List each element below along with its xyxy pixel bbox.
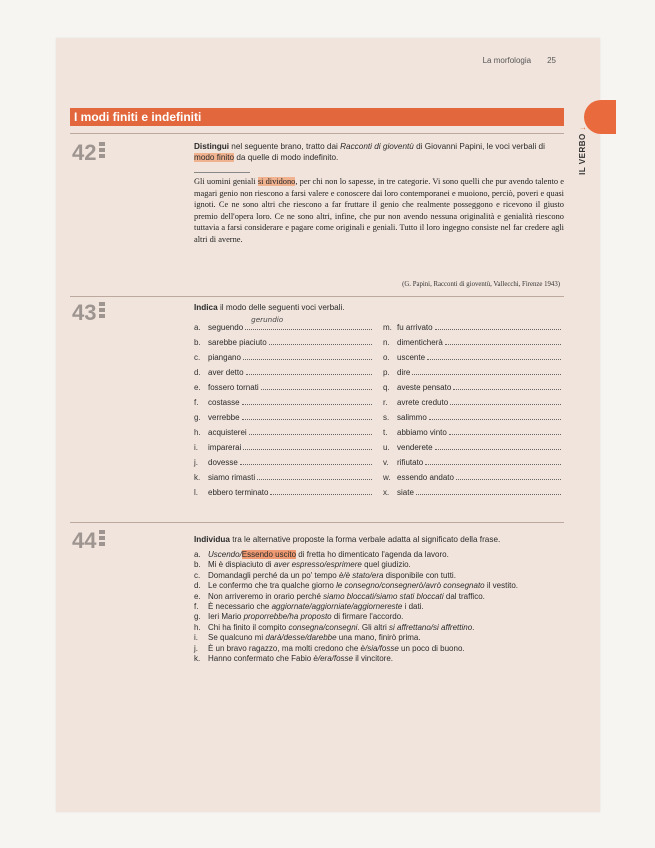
sentence-text: Chi ha finito il compito bbox=[208, 622, 289, 632]
item-letter: v. bbox=[383, 458, 389, 467]
item-letter: u. bbox=[383, 443, 390, 452]
choice-item bbox=[194, 612, 566, 622]
item-letter: j. bbox=[194, 643, 198, 653]
item-letter: d. bbox=[194, 581, 201, 591]
verb-text: dovesse bbox=[208, 458, 238, 467]
instruction-italic: Racconti di gioventù bbox=[340, 142, 414, 151]
verb-item bbox=[383, 486, 561, 497]
answer-blank[interactable] bbox=[240, 456, 372, 465]
sentence-text: È necessario che bbox=[208, 602, 272, 612]
verb-item bbox=[194, 396, 372, 407]
verb-text: avrete creduto bbox=[397, 398, 449, 407]
item-letter: t. bbox=[383, 428, 388, 437]
item-letter: d. bbox=[194, 368, 201, 377]
instruction-verb: Indica bbox=[194, 303, 218, 312]
divider bbox=[70, 522, 564, 523]
verb-alternatives: è/sia/fosse bbox=[360, 643, 399, 653]
exercise-number-text: 44 bbox=[72, 528, 97, 553]
difficulty-icon bbox=[99, 530, 105, 546]
sentence-text: Ieri Mario bbox=[208, 612, 244, 622]
item-letter: b. bbox=[194, 560, 201, 570]
verb-item bbox=[194, 411, 372, 422]
verb-item bbox=[383, 411, 561, 422]
verb-alternatives: è/era/fosse bbox=[313, 654, 353, 664]
verb-text: verrebbe bbox=[208, 413, 240, 422]
item-letter: e. bbox=[194, 383, 201, 392]
verb-item bbox=[383, 381, 561, 392]
divider bbox=[70, 296, 564, 297]
verb-item bbox=[194, 366, 372, 377]
exercise-42-instructions bbox=[194, 141, 560, 163]
difficulty-icon bbox=[99, 142, 105, 158]
item-letter: f. bbox=[194, 398, 199, 407]
verb-item bbox=[194, 441, 372, 452]
verb-alternatives: darà/desse/darebbe bbox=[265, 633, 337, 643]
item-letter: f. bbox=[194, 602, 199, 612]
verb-text: aver detto bbox=[208, 368, 244, 377]
sentence-text: il vincitore. bbox=[352, 654, 393, 664]
answer-blank[interactable] bbox=[450, 396, 561, 405]
verb-row bbox=[194, 336, 564, 351]
sentence-text: un poco di buono. bbox=[398, 643, 465, 653]
answer-blank[interactable] bbox=[427, 351, 561, 360]
verb-text: uscente bbox=[397, 353, 426, 362]
choice-item bbox=[194, 560, 566, 570]
verb-row bbox=[194, 426, 564, 441]
choice-item bbox=[194, 602, 566, 612]
verb-text: essendo andato bbox=[397, 473, 454, 482]
verb-item bbox=[194, 336, 372, 347]
section-title: I modi finiti e indefiniti bbox=[70, 108, 564, 126]
handwritten-answer: gerundio bbox=[251, 315, 284, 324]
verb-text: ebbero terminato bbox=[208, 488, 269, 497]
item-letter: l. bbox=[194, 488, 198, 497]
sentence-text: il vestito. bbox=[484, 581, 518, 591]
verb-alternatives: Uscendo/ bbox=[208, 550, 242, 559]
verb-row bbox=[194, 396, 564, 411]
verb-list bbox=[194, 315, 564, 501]
item-letter: r. bbox=[383, 398, 388, 407]
item-letter: e. bbox=[194, 591, 201, 601]
item-letter: a. bbox=[194, 323, 201, 332]
page bbox=[56, 38, 600, 812]
item-letter: i. bbox=[194, 633, 198, 643]
verb-text: acquisterei bbox=[208, 428, 247, 437]
answer-blank[interactable] bbox=[242, 396, 372, 405]
highlighted-term: modo finito bbox=[194, 153, 235, 162]
item-letter: k. bbox=[194, 654, 201, 664]
exercise-44-instructions bbox=[194, 534, 560, 545]
verb-text: dimenticherà bbox=[397, 338, 443, 347]
verb-item bbox=[383, 471, 561, 482]
verb-item bbox=[194, 351, 372, 362]
verb-item bbox=[194, 456, 372, 467]
verb-item bbox=[383, 351, 561, 362]
choice-list bbox=[194, 550, 566, 664]
verb-text: sarebbe piaciuto bbox=[208, 338, 267, 347]
chapter-label-text: IL VERBO bbox=[578, 133, 587, 175]
exercise-number-43 bbox=[72, 300, 105, 326]
verb-alternatives: proporrebbe/ha proposto bbox=[243, 612, 332, 622]
item-letter: a. bbox=[194, 550, 201, 559]
verb-alternatives: le consegno/consegnerò/avrò consegnato bbox=[336, 581, 485, 591]
verb-alternatives: si affrettano/si affrettino bbox=[389, 622, 473, 632]
chapter-tab bbox=[584, 100, 616, 134]
instruction-text: da quelle di modo indefinito. bbox=[234, 153, 339, 162]
sentence-text: di firmare l'accordo. bbox=[331, 612, 404, 622]
instruction-verb: Distingui bbox=[194, 142, 230, 151]
page-number: 25 bbox=[547, 56, 556, 65]
verb-item bbox=[194, 315, 372, 332]
passage bbox=[194, 176, 564, 246]
answer-blank[interactable] bbox=[261, 381, 372, 390]
item-letter: k. bbox=[194, 473, 201, 482]
answer-blank[interactable] bbox=[435, 321, 561, 330]
item-letter: b. bbox=[194, 338, 201, 347]
verb-text: venderete bbox=[397, 443, 433, 452]
choice-item bbox=[194, 581, 566, 591]
verb-row bbox=[194, 381, 564, 396]
exercise-number-42 bbox=[72, 140, 105, 166]
sentence-text: Domandagli perché da un po' tempo bbox=[208, 570, 339, 580]
verb-row bbox=[194, 471, 564, 486]
verb-text: siate bbox=[397, 488, 414, 497]
verb-alternatives: aver espresso/esprimere bbox=[273, 560, 362, 570]
verb-item bbox=[383, 321, 561, 332]
verb-row bbox=[194, 441, 564, 456]
item-letter: w. bbox=[383, 473, 391, 482]
highlighted-verb: si dividono bbox=[257, 177, 296, 186]
instruction-text: il modo delle seguenti voci verbali. bbox=[217, 303, 345, 312]
verb-text: costasse bbox=[208, 398, 240, 407]
verb-item bbox=[194, 486, 372, 497]
verb-text: dire bbox=[397, 368, 411, 377]
item-letter: p. bbox=[383, 368, 390, 377]
choice-item bbox=[194, 571, 566, 581]
instruction-text: nel seguente brano, tratto dai bbox=[229, 142, 341, 151]
verb-item bbox=[194, 381, 372, 392]
verb-text: fossero tornati bbox=[208, 383, 259, 392]
verb-text: abbiamo vinto bbox=[397, 428, 447, 437]
verb-text: fu arrivato bbox=[397, 323, 433, 332]
verb-row bbox=[194, 366, 564, 381]
item-letter: x. bbox=[383, 488, 390, 497]
answer-blank[interactable] bbox=[270, 486, 372, 495]
verb-item bbox=[383, 336, 561, 347]
choice-item bbox=[194, 550, 566, 560]
answer-blank[interactable] bbox=[425, 456, 561, 465]
item-letter: m. bbox=[383, 323, 392, 332]
item-letter: c. bbox=[194, 353, 201, 362]
answer-blank[interactable] bbox=[412, 366, 561, 375]
item-letter: h. bbox=[194, 428, 201, 437]
verb-row bbox=[194, 411, 564, 426]
sentence-text: Mi è dispiaciuto di bbox=[208, 560, 274, 570]
exercise-number-44 bbox=[72, 528, 105, 554]
verb-item bbox=[194, 426, 372, 437]
verb-text: salimmo bbox=[397, 413, 427, 422]
answer-blank[interactable] bbox=[269, 336, 372, 345]
difficulty-icon bbox=[99, 302, 105, 318]
verb-alternatives: siamo bloccati/siamo stati bloccati bbox=[323, 591, 444, 601]
arrow-icon: ↓ bbox=[578, 126, 587, 131]
verb-alternatives: consegna/consegni bbox=[288, 622, 358, 632]
highlighted-answer: Essendo uscito bbox=[241, 550, 297, 559]
exercise-number-text: 42 bbox=[72, 140, 97, 165]
verb-item bbox=[383, 396, 561, 407]
item-letter: n. bbox=[383, 338, 390, 347]
answer-blank[interactable] bbox=[249, 426, 372, 435]
sentence-text: Le confermo che tra qualche giorno bbox=[208, 581, 337, 591]
sentence-text: È un bravo ragazzo, ma molti credono che bbox=[208, 643, 361, 653]
answer-blank[interactable] bbox=[453, 381, 561, 390]
answer-blank[interactable] bbox=[246, 366, 372, 375]
choice-item bbox=[194, 644, 566, 654]
verb-alternatives: aggiornate/aggiorniate/aggiornereste bbox=[271, 602, 403, 612]
verb-item bbox=[383, 366, 561, 377]
answer-blank[interactable] bbox=[243, 441, 372, 450]
answer-blank[interactable] bbox=[429, 411, 561, 420]
choice-item bbox=[194, 623, 566, 633]
answer-blank[interactable] bbox=[257, 471, 372, 480]
exercise-43-instructions bbox=[194, 302, 560, 313]
verb-row bbox=[194, 456, 564, 471]
instruction-verb: Individua bbox=[194, 535, 230, 544]
passage-text: Gli uomini geniali bbox=[194, 177, 258, 186]
item-letter: q. bbox=[383, 383, 390, 392]
item-letter: h. bbox=[194, 622, 201, 632]
exercise-number-text: 43 bbox=[72, 300, 97, 325]
item-letter: j. bbox=[194, 458, 198, 467]
sentence-text: quel giudizio. bbox=[361, 560, 411, 570]
sentence-text: Se qualcuno mi bbox=[208, 633, 266, 643]
verb-item bbox=[194, 471, 372, 482]
answer-blank[interactable] bbox=[416, 486, 561, 495]
choice-item bbox=[194, 633, 566, 643]
verb-text: rifiutato bbox=[397, 458, 424, 467]
passage-text: , per chi non lo sapesse, in tre categorie. Vi sono quelli che pur avendo talento e magari genio non riescono a farsi valere e conoscere dai loro contemporanei e muoiono, perciò, poveri e quasi ignoti. Ce ne sono altri che riescono a far fruttare il genio che realmente posseggono e ricevono il giusto premio dell'opera loro. Ce ne sono altri, infine, che pur non avendo nessuna originalità e genialità riescono tuttavia a farsi considerare e pagare come originali e geniali. Tutto il loro ingegno consiste nel far credere agli altri di averne. bbox=[194, 177, 564, 244]
sentence-text: disponibile con tutti. bbox=[383, 570, 456, 580]
answer-blank[interactable] bbox=[449, 426, 561, 435]
sentence-text: Hanno confermato che Fabio bbox=[208, 654, 314, 664]
answer-blank[interactable] bbox=[242, 411, 372, 420]
sentence-text: . bbox=[472, 622, 475, 632]
divider bbox=[70, 133, 564, 134]
verb-text: siamo rimasti bbox=[208, 473, 256, 482]
verb-text: aveste pensato bbox=[397, 383, 452, 392]
item-letter: g. bbox=[194, 413, 201, 422]
item-letter: c. bbox=[194, 570, 201, 580]
verb-row bbox=[194, 315, 564, 336]
verb-item bbox=[383, 426, 561, 437]
choice-item bbox=[194, 654, 566, 664]
answer-blank[interactable] bbox=[456, 471, 561, 480]
passage-rule bbox=[194, 172, 250, 173]
item-letter: g. bbox=[194, 612, 201, 622]
chapter-label bbox=[578, 126, 587, 175]
instruction-text: di Giovanni Papini, le voci verbali di bbox=[413, 142, 545, 151]
answer-blank[interactable] bbox=[245, 315, 372, 330]
verb-item bbox=[383, 441, 561, 452]
answer-blank[interactable] bbox=[445, 336, 561, 345]
verb-text: imparerai bbox=[208, 443, 242, 452]
verb-row bbox=[194, 486, 564, 501]
item-letter: i. bbox=[194, 443, 198, 452]
instruction-text: tra le alternative proposte la forma verbale adatta al significato della frase. bbox=[229, 535, 501, 544]
item-letter: o. bbox=[383, 353, 390, 362]
verb-row bbox=[194, 351, 564, 366]
sentence-text: una mano, finirò prima. bbox=[336, 633, 421, 643]
verb-text: piangano bbox=[208, 353, 241, 362]
choice-item bbox=[194, 592, 566, 602]
sentence-text: Non arriveremo in orario perché bbox=[208, 591, 324, 601]
answer-blank[interactable] bbox=[435, 441, 561, 450]
verb-alternatives: è/è stato/era bbox=[338, 570, 384, 580]
answer-blank[interactable] bbox=[243, 351, 372, 360]
item-letter: s. bbox=[383, 413, 390, 422]
sentence-text: . Gli altri bbox=[357, 622, 389, 632]
running-head bbox=[483, 56, 556, 65]
passage-source: (G. Papini, Racconti di gioventù, Vallecchi, Firenze 1943) bbox=[402, 281, 560, 288]
section-name: La morfologia bbox=[482, 56, 532, 65]
verb-item bbox=[383, 456, 561, 467]
sentence-text: i dati. bbox=[402, 602, 424, 612]
verb-text: seguendo bbox=[208, 323, 244, 332]
sentence-text: dal traffico. bbox=[443, 591, 485, 601]
sentence-text: di fretta ho dimenticato l'agenda da lavoro. bbox=[296, 550, 449, 559]
